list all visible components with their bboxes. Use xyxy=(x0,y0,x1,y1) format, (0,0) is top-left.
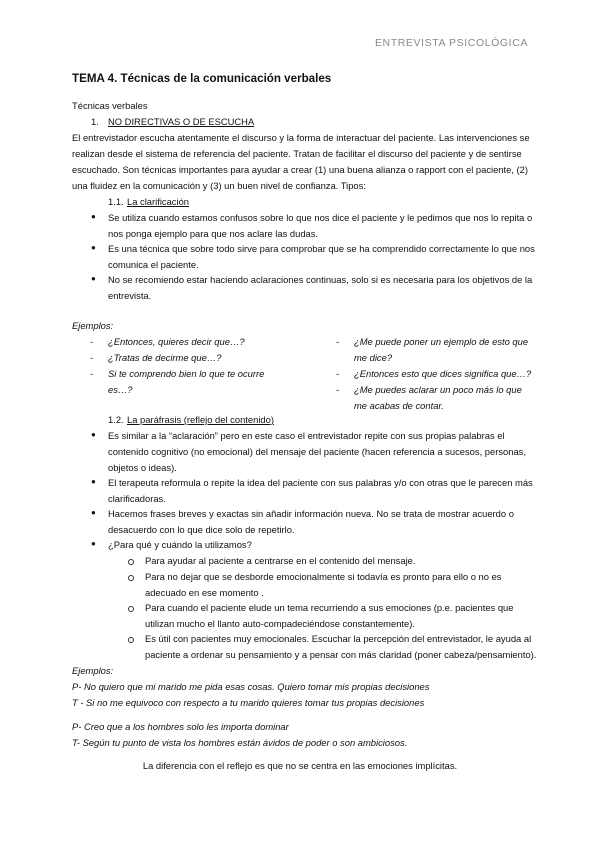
dash: - xyxy=(336,368,340,379)
dialogue-line-2: T - Si no me equivoco con respecto a tu marido quieres tomar tus propias decisiones xyxy=(72,697,425,708)
bullet-icon: ● xyxy=(91,274,96,283)
bullet-icon: ● xyxy=(91,243,96,252)
para-bullet-2-line-1: El terapeuta reformula o repite la idea del paciente con sus palabras y/o con otras que le parecen más xyxy=(108,477,533,488)
clar-bullet-3-line-1: No se recomiendo estar haciendo aclaraciones continuas, solo si es necesaria para los objetivos de la xyxy=(108,274,533,285)
intro-line-3: escuchado. Son técnicas importantes para ayudar a crear (1) una buena alianza o rapport con el paciente, (2) xyxy=(72,164,529,175)
dialogue-line-4: T- Según tu punto de vista los hombres están ávidos de poder o son ambiciosos. xyxy=(72,737,408,748)
sub2-number: 1.2. xyxy=(108,414,124,425)
circle-bullet-icon xyxy=(128,559,134,565)
bullet-icon: ● xyxy=(91,212,96,221)
intro-line-2: realizan desde el sistema de referencia del paciente. Tratan de facilitar el discurso del paciente y de sentirse xyxy=(72,148,522,159)
section-label: Técnicas verbales xyxy=(72,100,148,111)
sub2-label: La paráfrasis (reflejo del contenido) xyxy=(127,414,274,425)
intro-line-1: El entrevistador escucha atentamente el discurso y la forma de interactuar del paciente. Las intervenciones se xyxy=(72,132,530,143)
circle-bullet-icon xyxy=(128,575,134,581)
examples2-label: Ejemplos: xyxy=(72,665,114,676)
sub-bullet-4-line-2: paciente a ordenar su pensamiento y a pensar con más claridad (poner cabeza/pensamiento). xyxy=(145,649,537,660)
circle-bullet-icon xyxy=(128,637,134,643)
clar-bullet-1-line-1: Se utiliza cuando estamos confusos sobre lo que nos dice el paciente y le pedimos que nos lo repita o xyxy=(108,212,533,223)
example-right-2: ¿Entonces esto que dices significa que…? xyxy=(354,368,532,379)
example-left-3-line-2: es…? xyxy=(108,384,133,395)
dialogue-line-3: P- Creo que a los hombres solo les importa dominar xyxy=(72,721,289,732)
dash: - xyxy=(90,368,94,379)
example-right-3-line-1: ¿Me puedes aclarar un poco más lo que xyxy=(354,384,522,395)
sub1-label: La clarificación xyxy=(127,196,190,207)
document-header: ENTREVISTA PSICOLÓGICA xyxy=(374,37,528,49)
example-left-2: ¿Tratas de decirme que…? xyxy=(108,352,222,363)
example-left-3-line-1: Si te comprendo bien lo que te ocurre xyxy=(108,368,265,379)
item1-label: NO DIRECTIVAS O DE ESCUCHA xyxy=(108,116,255,127)
item1-number: 1. xyxy=(91,116,99,127)
sub1-number: 1.1. xyxy=(108,196,124,207)
para-bullet-3-line-1: Hacemos frases breves y exactas sin añadir información nueva. No se trata de mostrar acuerdo o xyxy=(108,508,514,519)
examples-label: Ejemplos: xyxy=(72,320,114,331)
sub-bullet-2-line-1: Para no dejar que se desborde emocionalmente si todavía es pronto para ello o no es xyxy=(145,571,502,582)
dash: - xyxy=(336,336,340,347)
bullet-icon: ● xyxy=(91,539,96,548)
intro-line-4: una fluidez en la comunicación y (3) un buen nivel de confianza. Tipos: xyxy=(72,180,366,191)
dialogue-line-1: P- No quiero que mi marido me pida esas cosas. Quiero tomar mis propias decisiones xyxy=(72,681,430,692)
para-bullet-3-line-2: desacuerdo con lo que dice solo de repetirlo. xyxy=(108,524,295,535)
para-bullet-1-line-2: contenido cognitivo (no emocional) del mensaje del paciente (hacen referencia a sucesos, personas, xyxy=(108,446,526,457)
example-right-3-line-2: me acabas de contar. xyxy=(354,400,444,411)
example-right-1-line-2: me dice? xyxy=(354,352,393,363)
sub-bullet-3-line-2: utilizan mucho el llanto auto-compadeciéndose constantemente). xyxy=(145,618,415,629)
clar-bullet-2-line-2: comunica el paciente. xyxy=(108,259,199,270)
sub-bullet-4-line-1: Es útil con pacientes muy emocionales. Escuchar la percepción del entrevistador, le ayuda al xyxy=(145,633,532,644)
clar-bullet-2-line-1: Es una técnica que sobre todo sirve para comprobar que se ha comprendido correctamente lo que nos xyxy=(108,243,535,254)
dash: - xyxy=(90,352,94,363)
example-right-1-line-1: ¿Me puede poner un ejemplo de esto que xyxy=(354,336,529,347)
circle-bullet-icon xyxy=(128,606,134,612)
example-left-1: ¿Entonces, quieres decir que…? xyxy=(108,336,245,347)
para-bullet-1-line-3: objetos o ideas). xyxy=(108,462,177,473)
dash: - xyxy=(90,336,94,347)
clar-bullet-1-line-2: nos ponga ejemplo para que nos aclare las dudas. xyxy=(108,228,319,239)
bullet-icon: ● xyxy=(91,430,96,439)
page-title: TEMA 4. Técnicas de la comunicación verbales xyxy=(72,72,332,85)
sub-bullet-1: Para ayudar al paciente a centrarse en el contenido del mensaje. xyxy=(145,555,416,566)
sub-bullet-2-line-2: adecuado en ese momento . xyxy=(145,587,264,598)
dash: - xyxy=(336,384,340,395)
closing-note: La diferencia con el reflejo es que no se centra en las emociones implícitas. xyxy=(142,760,458,771)
bullet-icon: ● xyxy=(91,477,96,486)
para-bullet-2-line-2: clarificadoras. xyxy=(108,493,166,504)
para-bullet-1-line-1: Es similar a la “aclaración” pero en este caso el entrevistador repite con sus propias palabras el xyxy=(108,430,505,441)
para-bullet-4: ¿Para qué y cuándo la utilizamos? xyxy=(108,539,252,550)
sub-bullet-3-line-1: Para cuando el paciente elude un tema recurriendo a sus emociones (p.e. pacientes que xyxy=(145,602,514,613)
clar-bullet-3-line-2: entrevista. xyxy=(108,290,152,301)
bullet-icon: ● xyxy=(91,508,96,517)
